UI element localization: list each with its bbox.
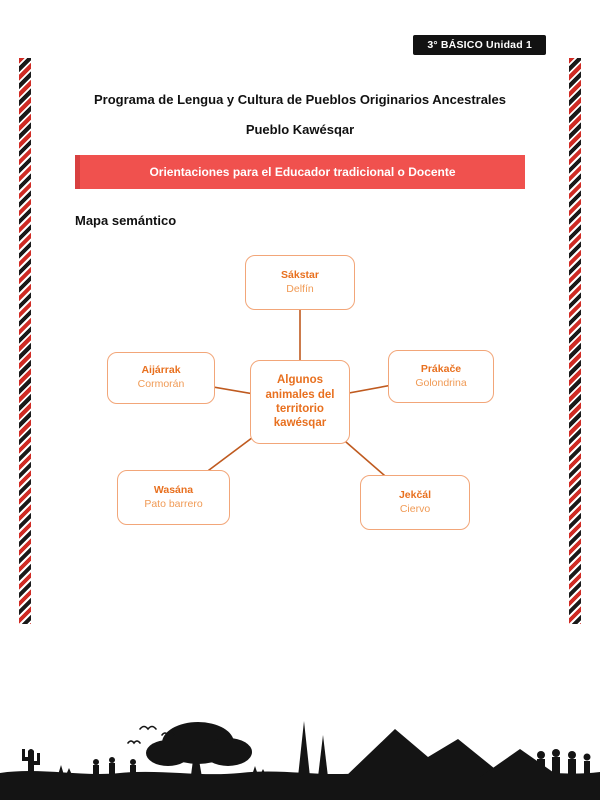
program-title: Programa de Lengua y Cultura de Pueblos Originarios Ancestrales [93, 92, 507, 107]
landscape-silhouette [0, 705, 600, 800]
node-native-name: Prákače [420, 362, 462, 375]
section-heading-mapa-semantico: Mapa semántico [75, 213, 177, 228]
node-prakace-golondrina [388, 350, 494, 403]
node-spanish-name: Golondrina [415, 376, 467, 389]
right-border-decoration [569, 58, 581, 624]
left-border-decoration [19, 58, 31, 624]
node-spanish-name: Delfín [286, 282, 314, 295]
semantic-map [75, 245, 525, 545]
node-wasana-pato-barrero [117, 470, 230, 525]
node-sakstar-delfin [245, 255, 355, 310]
node-native-name: Jekčál [398, 488, 432, 501]
orientation-banner-label: Orientaciones para el Educador tradicional o Docente [149, 165, 456, 179]
unit-badge: 3° BÁSICO Unidad 1 [413, 35, 546, 55]
node-native-name: Wasána [153, 483, 194, 496]
pueblo-subtitle: Pueblo Kawésqar [245, 122, 355, 137]
node-spanish-name: Ciervo [399, 502, 431, 515]
node-central-topic: Algunos animales del territorio kawésqar [250, 360, 350, 444]
orientation-banner [75, 155, 525, 189]
node-native-name: Aijárrak [141, 364, 181, 377]
node-aijarrak-cormoran [107, 352, 215, 404]
node-spanish-name: Cormorán [137, 378, 185, 390]
node-native-name: Sákstar [281, 268, 319, 281]
node-spanish-name: Pato barrero [144, 497, 203, 510]
node-jekcal-ciervo [360, 475, 470, 530]
